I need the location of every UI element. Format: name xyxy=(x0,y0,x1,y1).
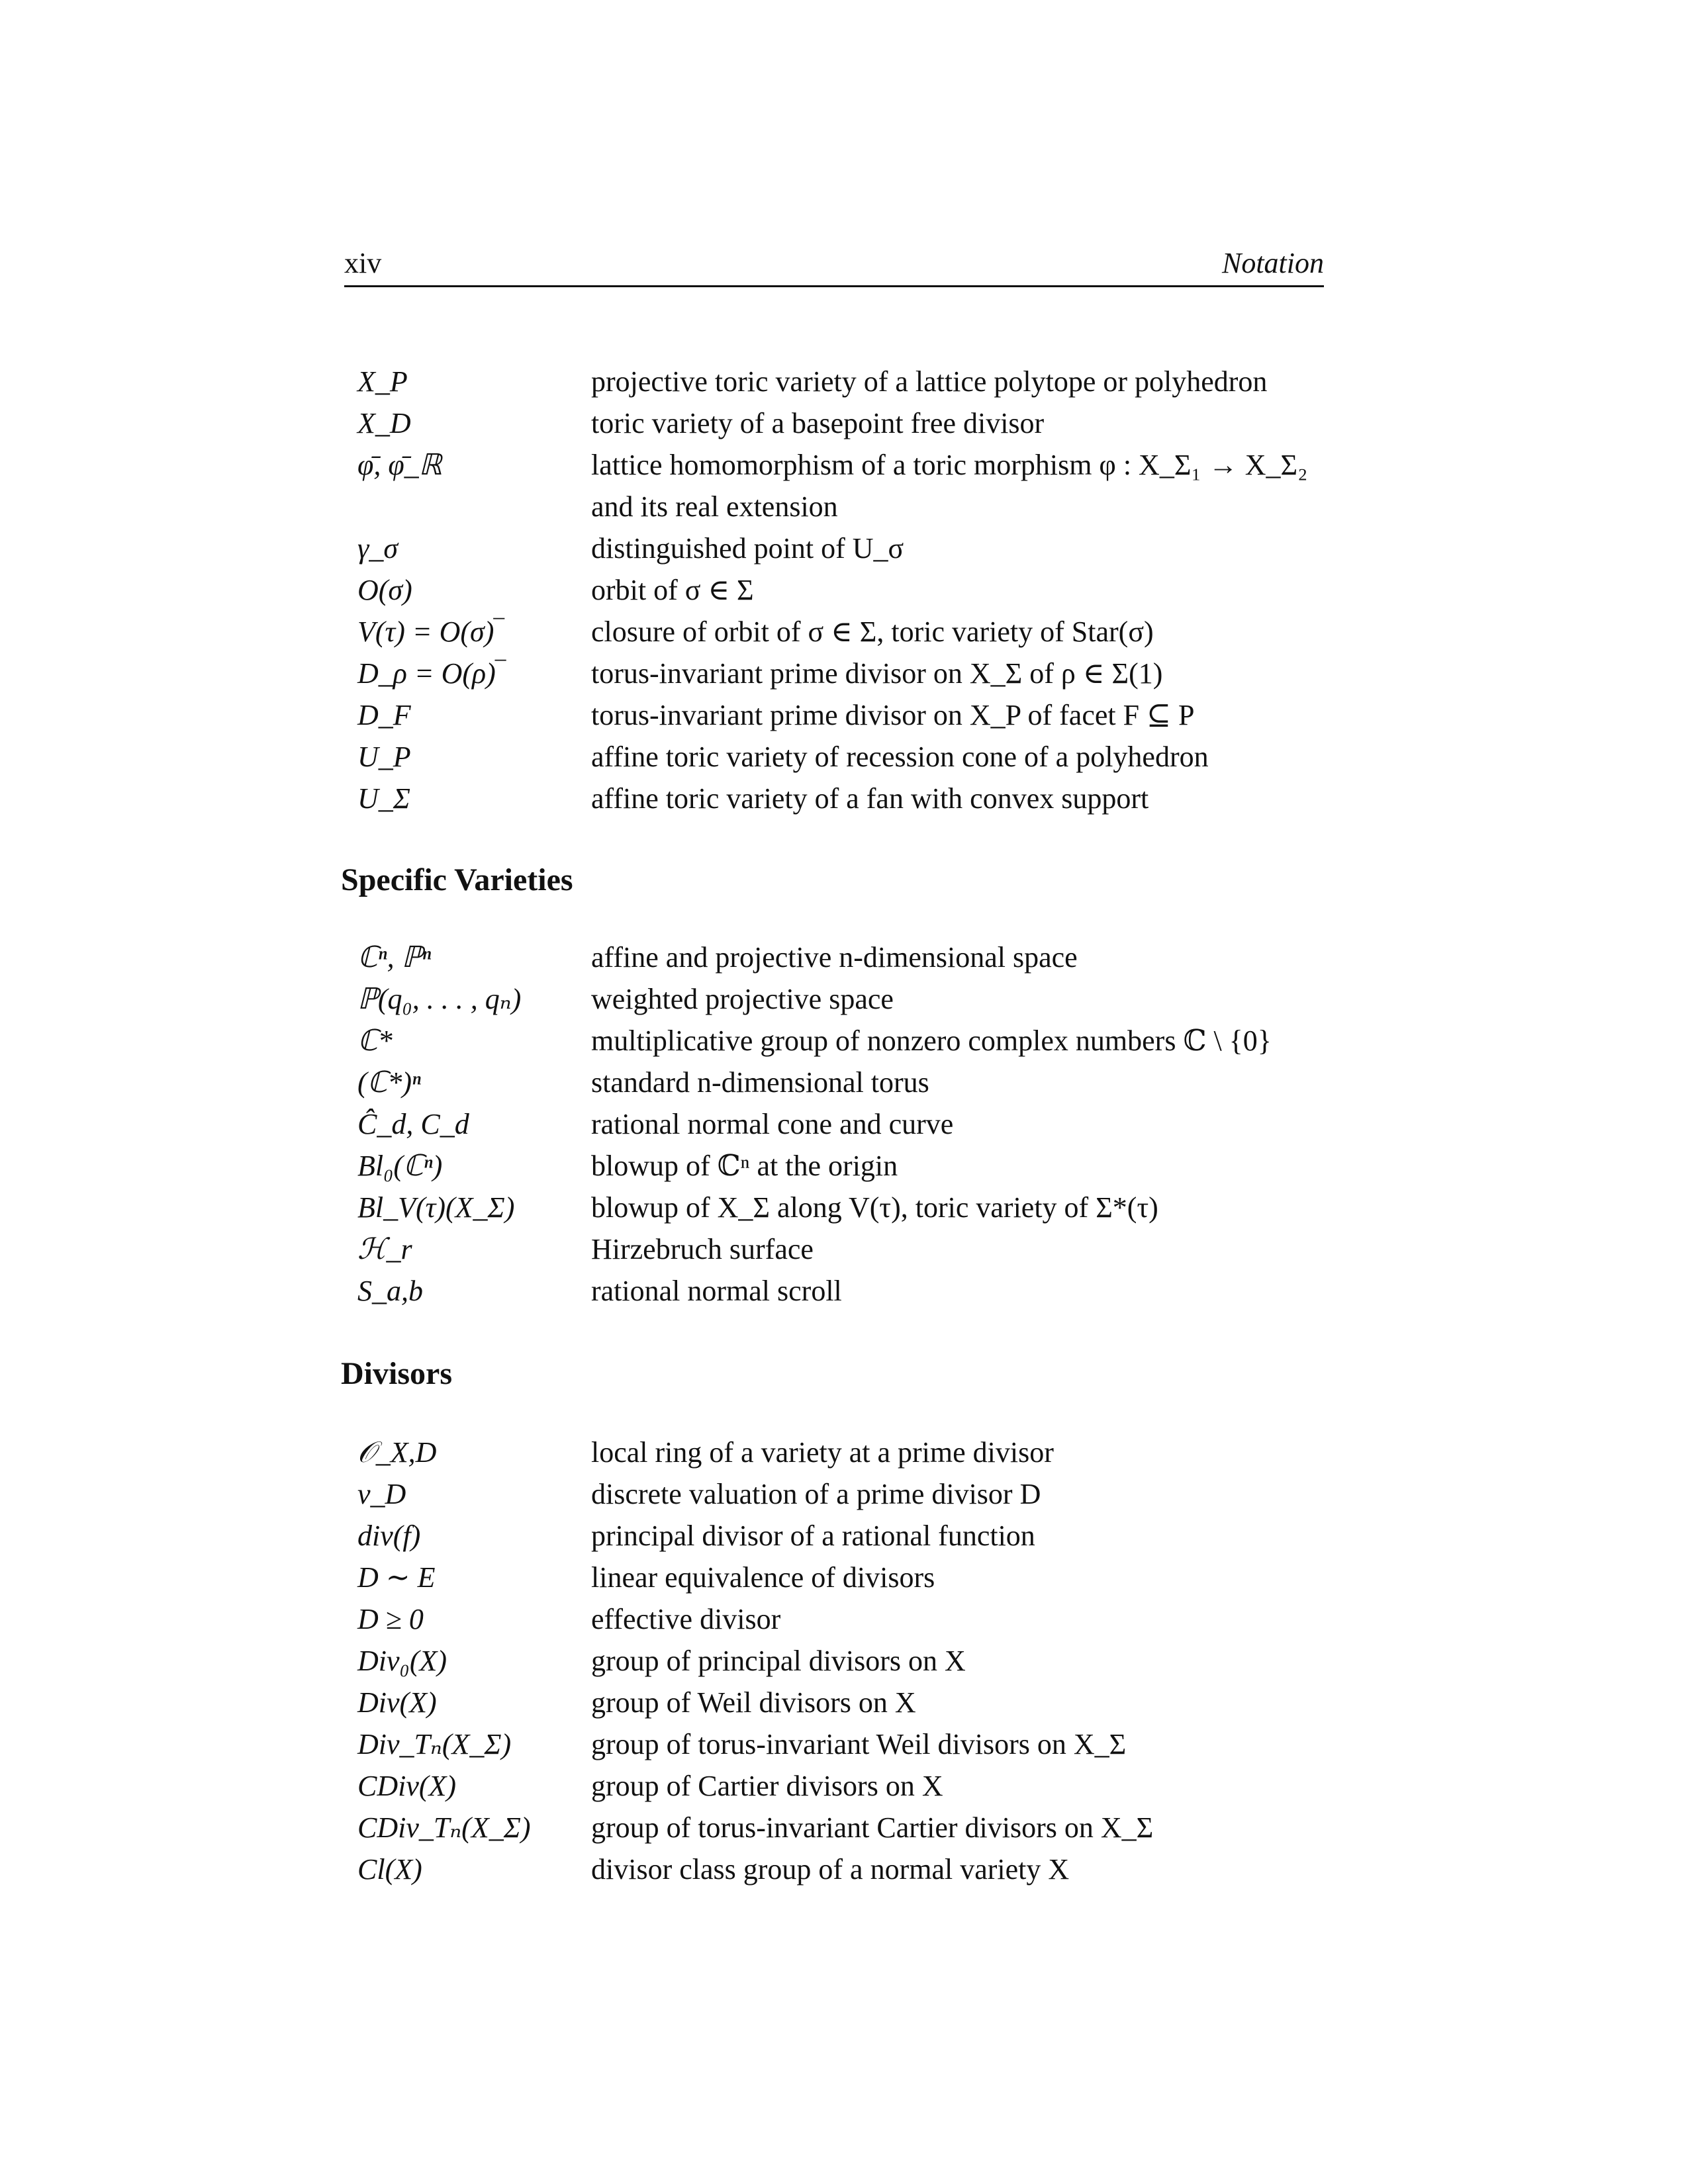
notation-row xyxy=(344,778,1324,819)
notation-description: local ring of a variety at a prime divisor xyxy=(591,1436,1054,1469)
notation-row xyxy=(344,1557,1324,1598)
notation-row xyxy=(344,361,1324,402)
notation-symbol: γ_σ xyxy=(357,532,399,565)
notation-description: torus-invariant prime divisor on X_Σ of ρ ∈ Σ(1) xyxy=(591,657,1163,690)
toric-notation-list xyxy=(344,361,1324,819)
notation-row xyxy=(344,653,1324,694)
notation-symbol: O(σ) xyxy=(357,574,412,606)
notation-description: group of Cartier divisors on X xyxy=(591,1770,943,1802)
notation-description: affine and projective n-dimensional space xyxy=(591,941,1078,974)
header-rule xyxy=(344,285,1324,287)
notation-symbol: ℙ(q₀, . . . , qₙ) xyxy=(357,983,522,1015)
notation-description: Hirzebruch surface xyxy=(591,1233,814,1265)
notation-row xyxy=(344,1228,1324,1270)
notation-row xyxy=(344,1848,1324,1890)
notation-symbol: 𝒪_X,D xyxy=(357,1436,437,1469)
notation-description: group of Weil divisors on X xyxy=(591,1686,916,1719)
notation-description: lattice homomorphism of a toric morphism φ : X_Σ₁ → X_Σ₂ and its real extension xyxy=(591,449,1308,523)
notation-symbol: Div₀(X) xyxy=(357,1645,447,1677)
page-number: xiv xyxy=(344,247,382,279)
notation-description: standard n-dimensional torus xyxy=(591,1066,929,1099)
notation-description: torus-invariant prime divisor on X_P of facet F ⊆ P xyxy=(591,699,1195,731)
notation-description: discrete valuation of a prime divisor D xyxy=(591,1478,1041,1510)
notation-symbol: Div(X) xyxy=(357,1686,437,1719)
varieties-notation-list xyxy=(344,936,1324,1312)
notation-row xyxy=(344,402,1324,444)
notation-symbol: Ĉ_d, C_d xyxy=(357,1108,469,1140)
notation-symbol: ℂⁿ, ℙⁿ xyxy=(357,941,432,974)
notation-row xyxy=(344,1062,1324,1103)
notation-row xyxy=(344,1765,1324,1807)
notation-row xyxy=(344,736,1324,778)
notation-symbol: D ≥ 0 xyxy=(357,1603,424,1635)
notation-symbol: S_a,b xyxy=(357,1275,423,1307)
notation-description: multiplicative group of nonzero complex numbers ℂ \ {0} xyxy=(591,1024,1272,1057)
notation-symbol: U_P xyxy=(357,741,411,773)
notation-symbol: D_ρ = O(ρ)‾ xyxy=(357,657,506,690)
notation-symbol: X_D xyxy=(357,407,411,439)
section-heading-divisors: Divisors xyxy=(341,1356,452,1391)
notation-row xyxy=(344,1473,1324,1515)
notation-symbol: (ℂ*)ⁿ xyxy=(357,1066,421,1099)
notation-description: affine toric variety of a fan with convex support xyxy=(591,782,1149,815)
notation-symbol: div(f) xyxy=(357,1520,421,1552)
notation-symbol: U_Σ xyxy=(357,782,410,815)
notation-symbol: X_P xyxy=(357,365,408,398)
notation-row xyxy=(344,1807,1324,1848)
notation-symbol: CDiv_Tₙ(X_Σ) xyxy=(357,1811,531,1844)
notation-symbol: Cl(X) xyxy=(357,1853,422,1886)
notation-description: blowup of X_Σ along V(τ), toric variety of Σ*(τ) xyxy=(591,1191,1158,1224)
notation-row xyxy=(344,1187,1324,1228)
notation-row xyxy=(344,1270,1324,1312)
notation-symbol: D_F xyxy=(357,699,411,731)
notation-description: projective toric variety of a lattice polytope or polyhedron xyxy=(591,365,1268,398)
notation-description: rational normal scroll xyxy=(591,1275,842,1307)
divisors-notation-list xyxy=(344,1432,1324,1890)
notation-description: rational normal cone and curve xyxy=(591,1108,954,1140)
notation-description: divisor class group of a normal variety X xyxy=(591,1853,1070,1886)
notation-description: group of torus-invariant Weil divisors on X_Σ xyxy=(591,1728,1127,1760)
section-heading-specific-varieties: Specific Varieties xyxy=(341,862,573,897)
notation-symbol: CDiv(X) xyxy=(357,1770,457,1802)
notation-row xyxy=(344,1020,1324,1062)
notation-description: principal divisor of a rational function xyxy=(591,1520,1035,1552)
notation-row xyxy=(344,1103,1324,1145)
notation-row xyxy=(344,1515,1324,1557)
notation-row xyxy=(344,569,1324,611)
notation-description: distinguished point of U_σ xyxy=(591,532,904,565)
notation-description: linear equivalence of divisors xyxy=(591,1561,935,1594)
notation-row xyxy=(344,1598,1324,1640)
notation-symbol: ν_D xyxy=(357,1478,406,1510)
notation-symbol: ℂ* xyxy=(357,1024,393,1057)
running-title: Notation xyxy=(1221,247,1324,279)
notation-row xyxy=(344,694,1324,736)
notation-description: effective divisor xyxy=(591,1603,781,1635)
notation-row xyxy=(344,978,1324,1020)
notation-description: orbit of σ ∈ Σ xyxy=(591,574,754,606)
notation-row xyxy=(344,527,1324,569)
notation-row xyxy=(344,1640,1324,1682)
notation-row xyxy=(344,1682,1324,1723)
notation-row xyxy=(344,1145,1324,1187)
notation-description: weighted projective space xyxy=(591,983,894,1015)
notation-row xyxy=(344,1723,1324,1765)
notation-symbol: Bl₀(ℂⁿ) xyxy=(357,1150,443,1182)
notation-description: toric variety of a basepoint free divisor xyxy=(591,407,1045,439)
notation-symbol: D ∼ E xyxy=(357,1561,436,1594)
notation-description: group of torus-invariant Cartier divisors on X_Σ xyxy=(591,1811,1154,1844)
notation-symbol: ℋ_r xyxy=(357,1233,412,1265)
notation-row xyxy=(344,611,1324,653)
notation-row xyxy=(344,444,1324,527)
notation-symbol: V(τ) = O(σ)‾ xyxy=(357,615,504,648)
notation-row xyxy=(344,936,1324,978)
notation-symbol: Bl_V(τ)(X_Σ) xyxy=(357,1191,515,1224)
notation-description: blowup of ℂⁿ at the origin xyxy=(591,1150,898,1182)
page-header xyxy=(344,246,1324,286)
notation-row xyxy=(344,1432,1324,1473)
notation-description: group of principal divisors on X xyxy=(591,1645,966,1677)
notation-description: closure of orbit of σ ∈ Σ, toric variety of Star(σ) xyxy=(591,615,1154,648)
notation-description: affine toric variety of recession cone of a polyhedron xyxy=(591,741,1209,773)
notation-symbol: Div_Tₙ(X_Σ) xyxy=(357,1728,512,1760)
notation-symbol: φ̄, φ̄_ℝ xyxy=(357,449,442,481)
